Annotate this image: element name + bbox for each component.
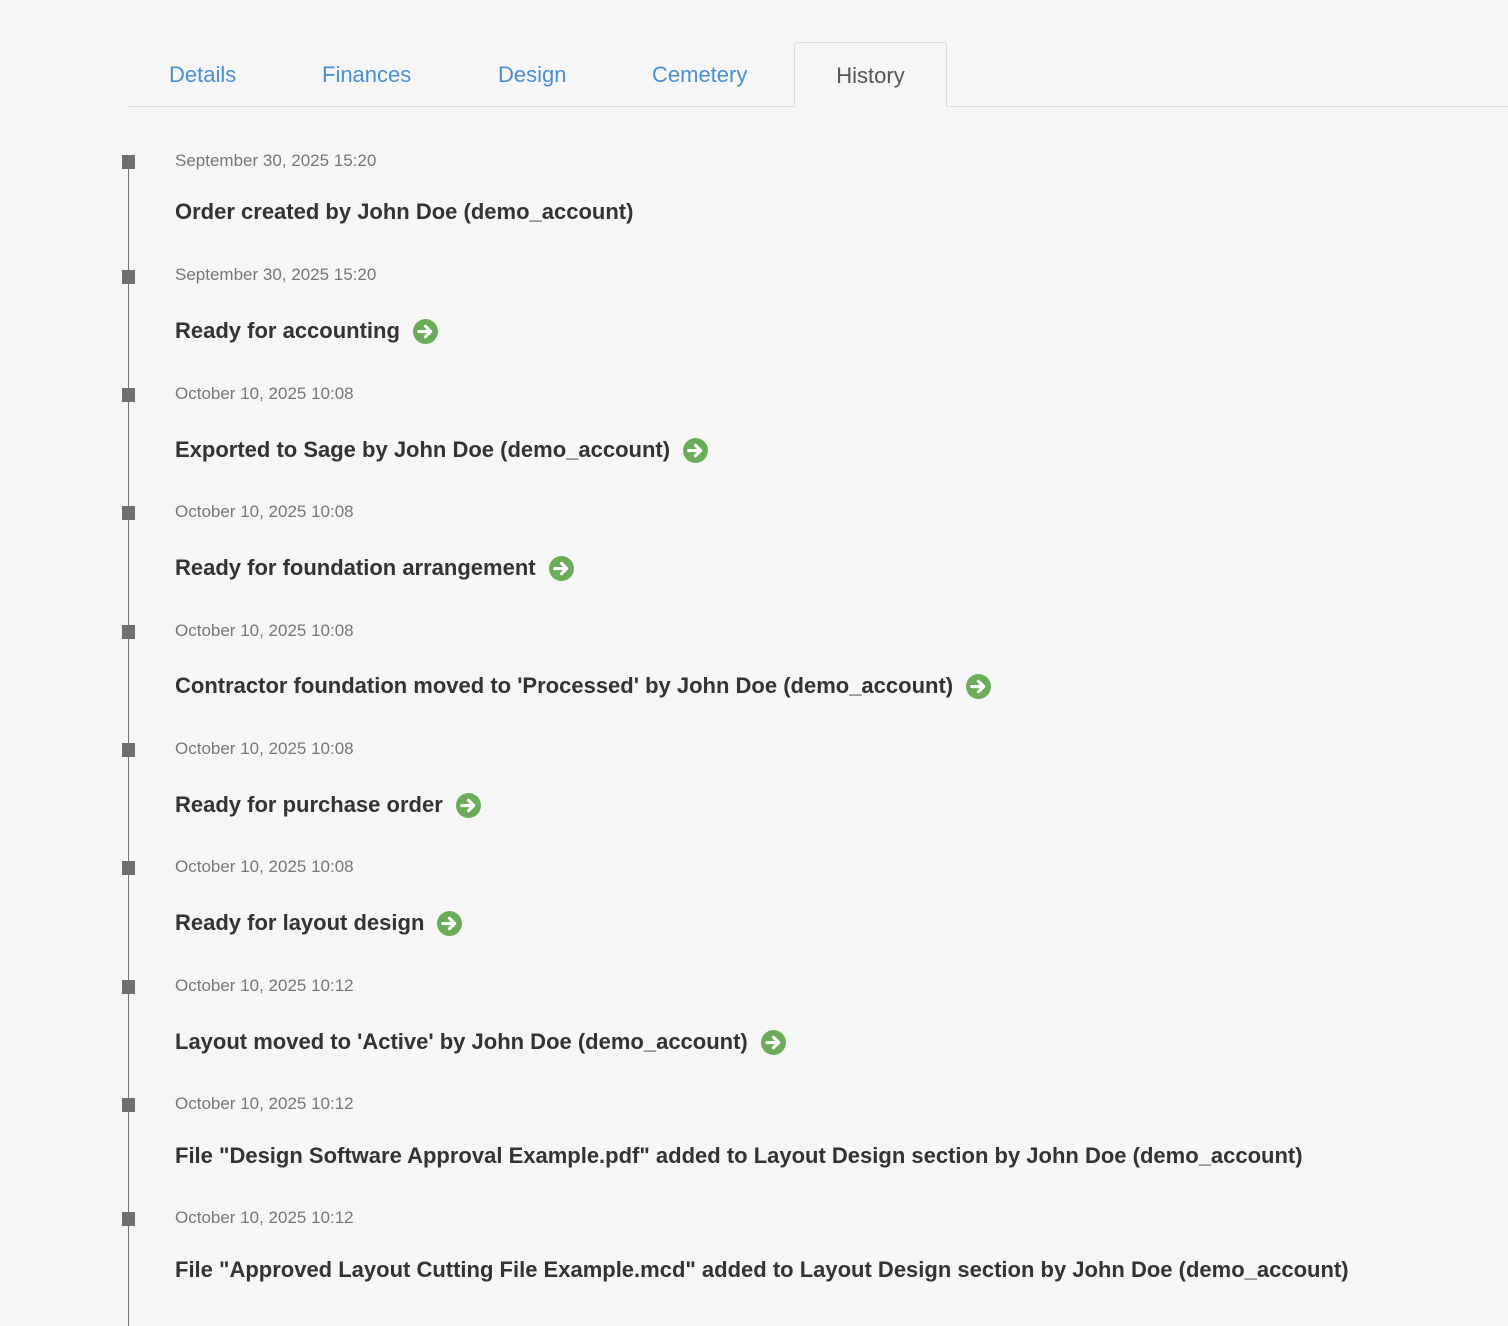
arrow-right-circle-icon[interactable] [456,793,481,818]
history-message [175,1027,786,1057]
history-message [175,553,574,583]
arrow-right-circle-icon[interactable] [966,674,991,699]
tab-cemetery[interactable]: Cemetery [652,62,748,87]
timeline-marker [122,155,135,169]
history-message-text: Ready for foundation arrangement [175,555,536,580]
history-message [175,1141,1303,1171]
tab-details[interactable]: Details [169,62,237,87]
history-message [175,908,462,938]
arrow-right-circle-icon[interactable] [437,911,462,936]
history-message [175,1255,1349,1285]
history-timestamp: October 10, 2025 10:08 [175,384,354,403]
timeline-marker [122,388,135,402]
tab-bar [128,42,1508,107]
history-message [175,435,708,465]
tab-finances[interactable]: Finances [322,62,412,87]
timeline-marker [122,980,135,994]
history-timestamp: October 10, 2025 10:08 [175,739,354,758]
history-timestamp: October 10, 2025 10:08 [175,621,354,640]
history-message-text: Ready for layout design [175,910,425,935]
history-timestamp: October 10, 2025 10:12 [175,976,354,995]
history-message-text: Ready for purchase order [175,792,443,817]
arrow-right-circle-icon[interactable] [549,556,574,581]
arrow-right-circle-icon[interactable] [761,1030,786,1055]
tab-history[interactable]: History [794,42,947,107]
history-timestamp: September 30, 2025 15:20 [175,151,377,170]
timeline-marker [122,270,135,284]
history-message-text: File "Design Software Approval Example.pdf" added to Layout Design section by John Doe (demo_account) [175,1143,1303,1168]
history-message [175,316,438,346]
history-message-text: Ready for accounting [175,318,400,343]
history-message [175,790,481,820]
history-message-text: File "Approved Layout Cutting File Example.mcd" added to Layout Design section by John Doe (demo_account) [175,1257,1349,1282]
history-timestamp: September 30, 2025 15:20 [175,265,377,284]
arrow-right-circle-icon[interactable] [683,438,708,463]
history-timestamp: October 10, 2025 10:08 [175,502,354,521]
timeline-marker [122,743,135,757]
history-message [175,671,991,701]
timeline-marker [122,861,135,875]
history-timestamp: October 10, 2025 10:08 [175,857,354,876]
history-message-text: Contractor foundation moved to 'Processed' by John Doe (demo_account) [175,673,954,698]
history-timestamp: October 10, 2025 10:12 [175,1208,354,1227]
timeline-marker [122,1098,135,1112]
history-message-text: Layout moved to 'Active' by John Doe (demo_account) [175,1029,748,1054]
history-message-text: Exported to Sage by John Doe (demo_account) [175,437,671,462]
timeline-marker [122,506,135,520]
arrow-right-circle-icon[interactable] [413,319,438,344]
history-message-text: Order created by John Doe (demo_account) [175,199,634,224]
history-timestamp: October 10, 2025 10:12 [175,1094,354,1113]
history-message [175,197,633,227]
tab-design[interactable]: Design [498,62,567,87]
timeline-marker [122,1212,135,1226]
timeline-marker [122,625,135,639]
